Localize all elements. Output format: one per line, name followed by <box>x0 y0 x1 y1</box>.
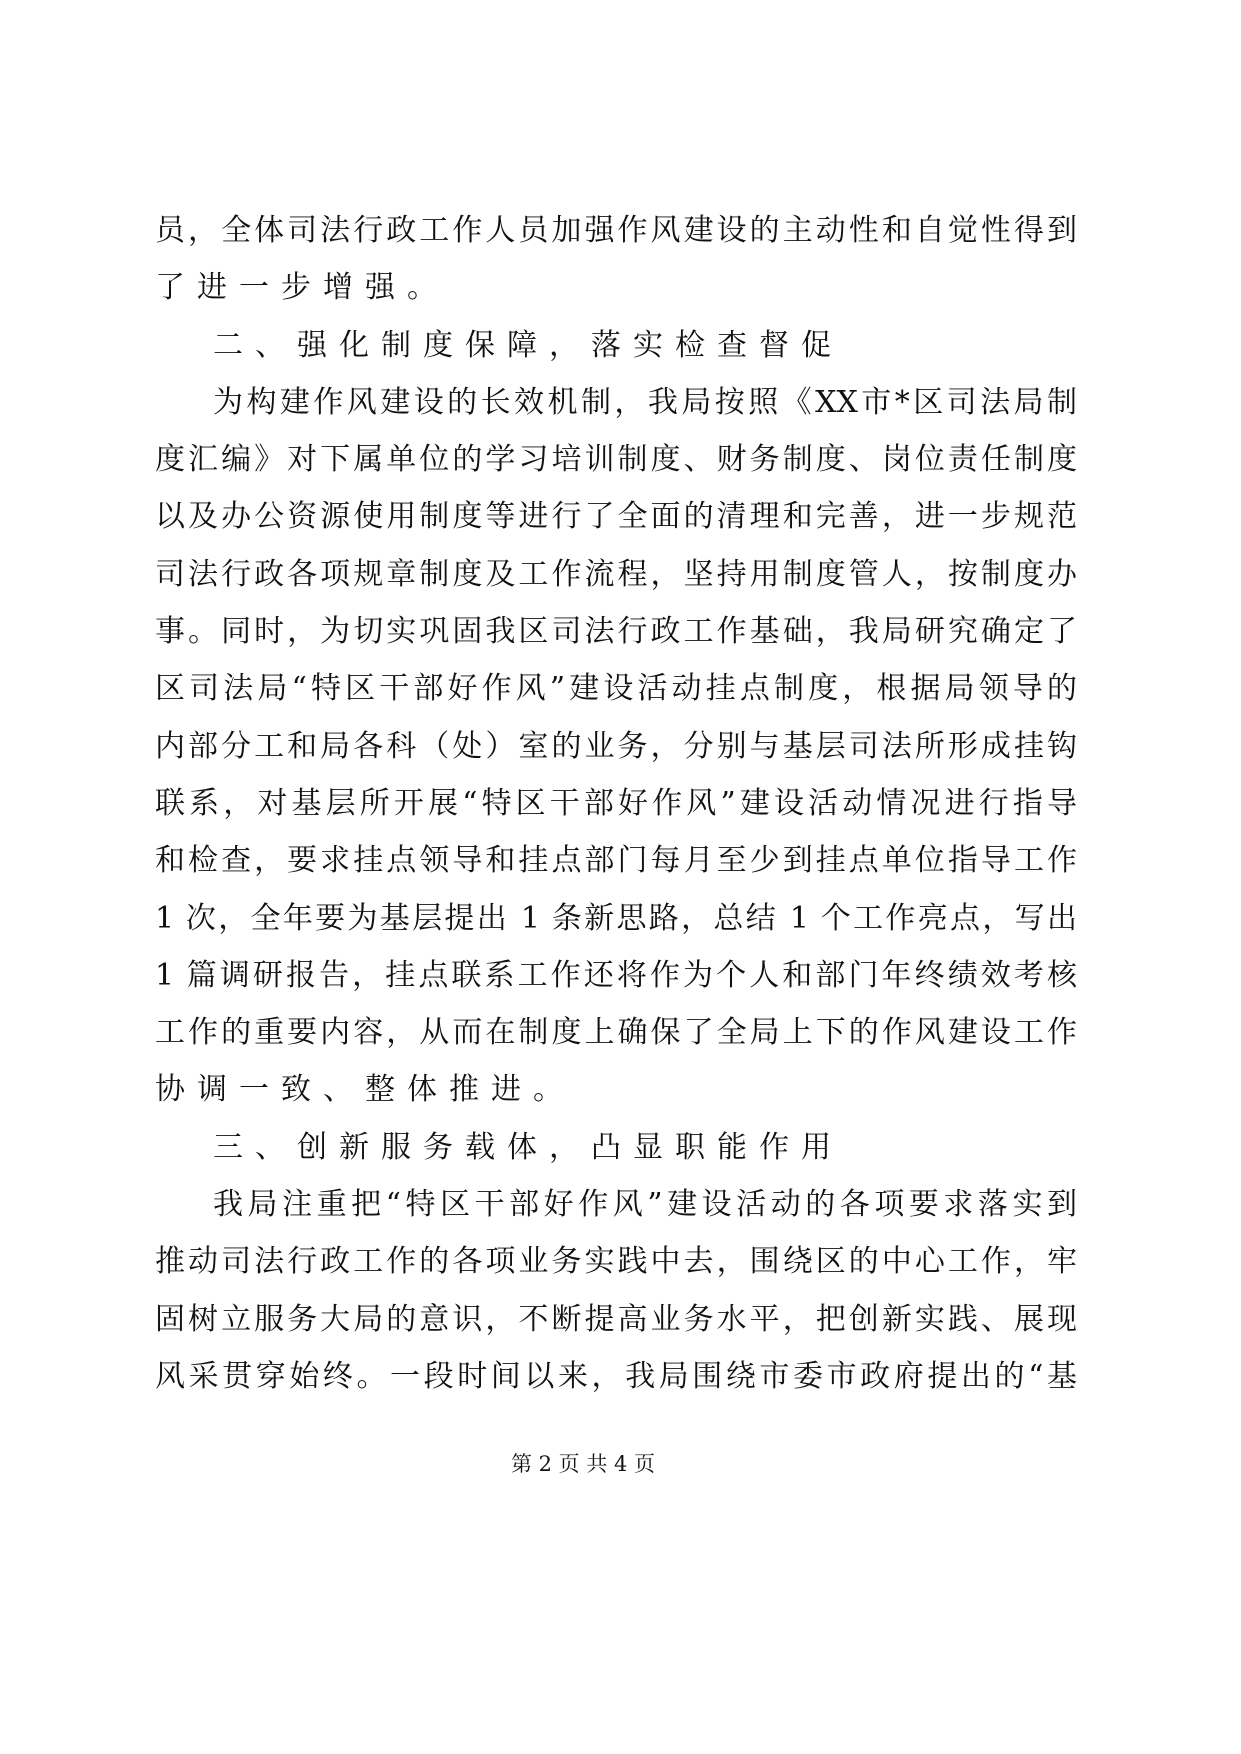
text-line: 固树立服务大局的意识，不断提高业务水平，把创新实践、展现 <box>155 1301 1077 1337</box>
text-line: 了进一步增强。 <box>155 270 449 306</box>
text-line: 工作的重要内容，从而在制度上确保了全局上下的作风建设工作 <box>155 1015 1077 1051</box>
text-line: 我局注重把“特区干部好作风”建设活动的各项要求落实到 <box>213 1187 1077 1223</box>
section-heading: 二、强化制度保障，落实检查督促 <box>213 327 843 363</box>
text-line: 联系，对基层所开展“特区干部好作风”建设活动情况进行指导 <box>155 785 1077 821</box>
text-line: 以及办公资源使用制度等进行了全面的清理和完善，进一步规范 <box>155 499 1077 535</box>
text-line: 度汇编》对下属单位的学习培训制度、财务制度、岗位责任制度 <box>155 442 1077 478</box>
text-line: 为构建作风建设的长效机制，我局按照《XX市*区司法局制 <box>213 384 1077 420</box>
text-line: 和检查，要求挂点领导和挂点部门每月至少到挂点单位指导工作 <box>155 843 1077 879</box>
page-footer: 第 2 页 共 4 页 <box>510 1452 656 1476</box>
text-line: 事。同时，为切实巩固我区司法行政工作基础，我局研究确定了 <box>155 614 1077 650</box>
text-line: 司法行政各项规章制度及工作流程，坚持用制度管人，按制度办 <box>155 556 1077 592</box>
text-line: 内部分工和局各科（处）室的业务，分别与基层司法所形成挂钩 <box>155 728 1077 764</box>
text-line: 推动司法行政工作的各项业务实践中去，围绕区的中心工作，牢 <box>155 1244 1077 1280</box>
text-line: 协调一致、整体推进。 <box>155 1072 575 1108</box>
text-line: 风采贯穿始终。一段时间以来，我局围绕市委市政府提出的“基 <box>155 1358 1077 1394</box>
section-heading: 三、创新服务载体，凸显职能作用 <box>213 1129 843 1165</box>
document-body <box>155 208 1077 1411</box>
text-line: 1 篇调研报告，挂点联系工作还将作为个人和部门年终绩效考核 <box>155 957 1077 993</box>
text-line: 1 次，全年要为基层提出 1 条新思路，总结 1 个工作亮点，写出 <box>155 900 1077 936</box>
text-line: 员，全体司法行政工作人员加强作风建设的主动性和自觉性得到 <box>155 213 1077 248</box>
text-line: 区司法局“特区干部好作风”建设活动挂点制度，根据局领导的 <box>155 671 1077 707</box>
